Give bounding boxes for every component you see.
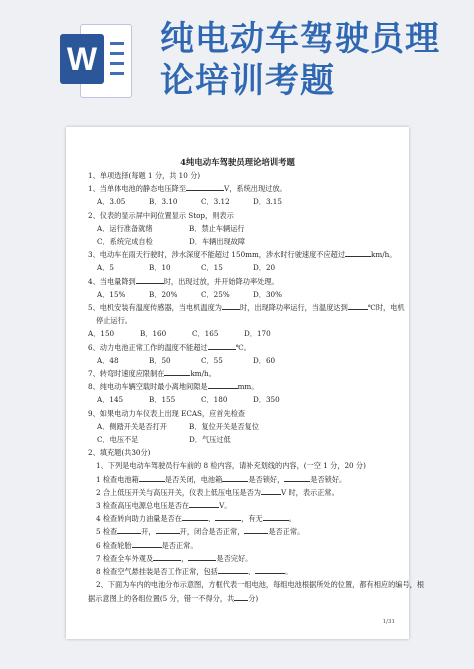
question-9-options <box>88 420 393 433</box>
fill-item-1: 1 检查电池箱 是否关闭，电池箱 是否锁好， 是否锁好。 <box>96 474 347 484</box>
option: C．55 <box>201 355 223 365</box>
option: D．60 <box>253 355 276 365</box>
question-6-options <box>88 354 393 367</box>
fill-question-2: 2、下面为车内的电池分布示意图，方框代表一组电池，每组电池根据所处的位置，都有相应的编号，根 <box>96 580 425 590</box>
document-title: 4纯电动车驾驶员理论培训考题 <box>180 157 295 167</box>
option: D．350 <box>253 395 280 405</box>
question-5: 5、电机安装有温度传感器，当电机温度为 时，出现降功率运行，当温度达到 ℃时，电机 <box>88 303 405 313</box>
question-3-options <box>88 261 393 274</box>
option: B．禁止车辆运行 <box>189 223 245 233</box>
fill-intro: 1、下列是电动车驾驶员行车前的 8 检内容，请补充划线的内容，(一空 1 分，20 分) <box>96 461 366 471</box>
fill-item-6: 6 检查轮胎 是否正常。 <box>96 540 198 550</box>
document-banner <box>0 0 474 118</box>
option: A．15% <box>97 289 126 299</box>
option: D．3.15 <box>253 197 282 207</box>
option: A．侧踏开关是否打开 <box>97 421 167 431</box>
option: D．20 <box>253 263 276 273</box>
option: A．145 <box>97 395 124 405</box>
question-8: 8、纯电动车辆空载时最小离地间隙是 mm。 <box>88 382 259 392</box>
fill-item-5: 5 检查 开， 开，闭合是否正常， 是否正常。 <box>96 527 305 537</box>
option: C．3.12 <box>201 197 230 207</box>
fill-item-4: 4 检查转向助力油量是否在 、 ，有无 。 <box>96 514 296 524</box>
section-heading: 2、填充题(共30分) <box>88 448 151 458</box>
word-document-icon <box>60 20 132 100</box>
option: B．50 <box>149 355 171 365</box>
question-2-options <box>88 222 393 235</box>
option: C．25% <box>201 289 230 299</box>
option: B．3.10 <box>149 197 178 207</box>
option: D．30% <box>253 289 282 299</box>
question-1-options <box>88 195 393 208</box>
question-4: 4、当电量降到 时，出现过放，并开始降功率处理。 <box>88 276 279 286</box>
word-logo-letter: W <box>60 34 104 84</box>
question-3: 3、电动车在雨天行驶时，涉水深度不能超过 150mm，涉水时行驶速度不应超过 km/h。 <box>88 250 397 260</box>
fill-item-2: 2 合上低压开关与高压开关，仪表上低压电压是否为 V 时，表示正常。 <box>96 487 339 497</box>
option: D．车辆出现故障 <box>189 237 246 247</box>
question-1: 1、当单体电池的静态电压降至 V，系统出现过放。 <box>88 184 287 194</box>
fill-item-8: 8 检查空气悬挂装是否工作正常，包括 、 。 <box>96 567 293 577</box>
option: A．150 <box>88 329 115 339</box>
banner-title: 纯电动车驾驶员理论培训考题 <box>160 19 440 101</box>
option: B．复位开关是否复位 <box>189 421 259 431</box>
option: B．160 <box>140 329 167 339</box>
question-5-options <box>88 327 393 340</box>
option: B．155 <box>149 395 176 405</box>
option: C．15 <box>201 263 223 273</box>
question-4-options <box>88 288 393 301</box>
question-2-options <box>88 235 393 248</box>
option: D．气压过低 <box>189 435 231 445</box>
page-number: 1/31 <box>382 618 395 625</box>
fill-question-2-continued: 据示意图上的各组位置(5 分，错一不得分，共 分) <box>88 593 259 603</box>
option: C．系统完成自检 <box>97 237 153 247</box>
option: C．180 <box>201 395 228 405</box>
question-7: 7、转弯时速度应限制在 km/h。 <box>88 369 216 379</box>
option: A．48 <box>97 355 119 365</box>
question-9: 9、如果电动力车仪表上出现 ECAS，应首先检查 <box>88 408 246 418</box>
option: C．165 <box>192 329 219 339</box>
section-heading: 1、单项选择(每题 1 分，共 10 分) <box>88 171 201 180</box>
option: B．20% <box>149 289 178 299</box>
document-body <box>88 169 425 605</box>
option: D．170 <box>244 329 271 339</box>
question-6: 6、动力电池正常工作的温度不能超过 ℃。 <box>88 342 251 352</box>
option: C．电压不足 <box>97 435 139 445</box>
fill-item-3: 3 检查高压电源总电压是否在 V。 <box>96 501 232 511</box>
question-5-continued: 停止运行。 <box>96 316 132 326</box>
question-9-options <box>88 433 393 446</box>
option: A．5 <box>97 263 114 273</box>
question-2: 2、仪表的显示屏中间位置显示 Stop，则表示 <box>88 210 234 220</box>
question-8-options <box>88 393 393 406</box>
option: A．3.05 <box>97 197 126 207</box>
option: A．运行准备就绪 <box>97 223 153 233</box>
fill-item-7: 7 检查全车外观及 ， 是否完好。 <box>96 553 253 563</box>
document-page <box>66 127 425 639</box>
option: B．10 <box>149 263 171 273</box>
